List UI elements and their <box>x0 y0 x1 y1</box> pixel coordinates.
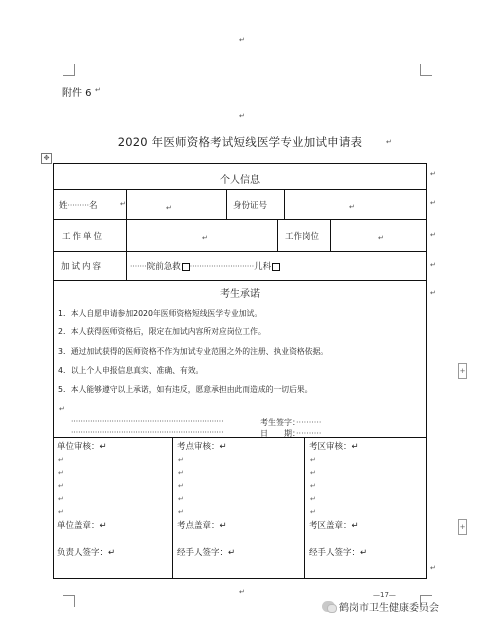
pediatrics-checkbox[interactable] <box>272 263 280 271</box>
position-field[interactable]: ↵ <box>378 234 384 242</box>
crop-mark-top-left <box>63 64 75 76</box>
page-number: —17— <box>373 591 396 599</box>
name-value-field[interactable]: ↵ <box>166 204 172 212</box>
date-line: ································································ <box>71 428 224 437</box>
watermark-text: 鹤岗市卫生健康委员会 <box>339 603 439 614</box>
row-end-mark-icon: ↵ <box>430 199 436 207</box>
signature-label: 考生签字：·········· <box>260 418 322 427</box>
unit-review-title: 单位审核：↵ <box>57 442 107 452</box>
personal-info-header: 个人信息 <box>220 175 260 186</box>
id-number-label: 身份证号 <box>233 201 268 211</box>
paragraph-mark-icon: ↵ <box>239 588 245 596</box>
unit-signer-label: 负责人签字：↵ <box>57 548 116 558</box>
exam-area-review-blank-lines: ↵ ↵ ↵ ↵ ↵ <box>310 456 316 516</box>
pledge-item: 5．本人能够遵守以上承诺，如有违反，愿意承担由此而造成的一切后果。 <box>58 385 313 394</box>
pledge-item: 3．通过加试获得的医师资格不作为加试专业范围之外的注册、执业资格依据。 <box>58 347 329 356</box>
table-move-handle-icon[interactable]: ✥ <box>41 153 52 164</box>
position-label: 工作岗位 <box>285 232 320 242</box>
expand-handle-icon[interactable]: + <box>458 519 467 535</box>
pledge-item: 2．本人获得医师资格后，限定在加试内容所对应岗位工作。 <box>58 327 266 336</box>
work-unit-label: 工作单位 <box>62 232 105 242</box>
paragraph-mark-icon: ↵ <box>239 112 245 120</box>
pledge-header: 考生承诺 <box>220 289 260 300</box>
exam-content-options: ·······院前急救 ···························儿科 <box>130 260 280 272</box>
paragraph-mark-icon: ↵ <box>59 405 65 413</box>
wechat-icon <box>322 601 335 612</box>
row-end-mark-icon: ↵ <box>430 289 436 297</box>
expand-handle-icon[interactable]: + <box>458 363 467 379</box>
exam-area-seal-label: 考区盖章：↵ <box>309 521 359 531</box>
paragraph-mark-icon: ↵ <box>239 36 245 44</box>
application-form-table <box>53 163 427 579</box>
exam-site-signer-label: 经手人签字：↵ <box>177 548 236 558</box>
row-end-mark-icon: ↵ <box>430 231 436 239</box>
exam-content-label: 加试内容 <box>61 262 104 272</box>
exam-site-review-title: 考点审核：↵ <box>177 442 227 452</box>
paragraph-mark-icon: ↵ <box>120 200 126 208</box>
unit-review-blank-lines: ↵ ↵ ↵ ↵ ↵ <box>58 456 64 516</box>
paragraph-mark-icon: ↵ <box>95 86 101 94</box>
row-end-mark-icon: ↵ <box>430 170 436 178</box>
work-unit-field[interactable]: ↵ <box>202 234 208 242</box>
exam-area-signer-label: 经手人签字：↵ <box>309 548 368 558</box>
date-label: 日 期：·········· <box>260 429 322 438</box>
exam-site-review-blank-lines: ↵ ↵ ↵ ↵ ↵ <box>178 456 184 516</box>
unit-seal-label: 单位盖章：↵ <box>57 521 107 531</box>
paragraph-mark-icon: ↵ <box>386 138 392 146</box>
attachment-label: 附件 6 <box>62 88 92 99</box>
page-title: 2020 年医师资格考试短线医学专业加试申请表 <box>117 135 363 149</box>
name-label: 姓·········名 <box>59 201 98 211</box>
exam-area-review-title: 考区审核：↵ <box>309 442 359 452</box>
row-end-mark-icon: ↵ <box>430 564 436 572</box>
emergency-checkbox[interactable] <box>182 263 190 271</box>
row-end-mark-icon: ↵ <box>430 261 436 269</box>
crop-mark-top-right <box>420 64 432 76</box>
watermark <box>322 599 439 614</box>
crop-mark-bottom-left <box>63 595 75 607</box>
signature-line: ································································ <box>71 417 224 426</box>
pledge-item: 4．以上个人申报信息真实、准确、有效。 <box>58 366 204 375</box>
id-number-field[interactable]: ↵ <box>349 203 355 211</box>
exam-site-seal-label: 考点盖章：↵ <box>177 521 227 531</box>
pledge-item: 1．本人自愿申请参加2020年医师资格短线医学专业加试。 <box>58 309 263 318</box>
